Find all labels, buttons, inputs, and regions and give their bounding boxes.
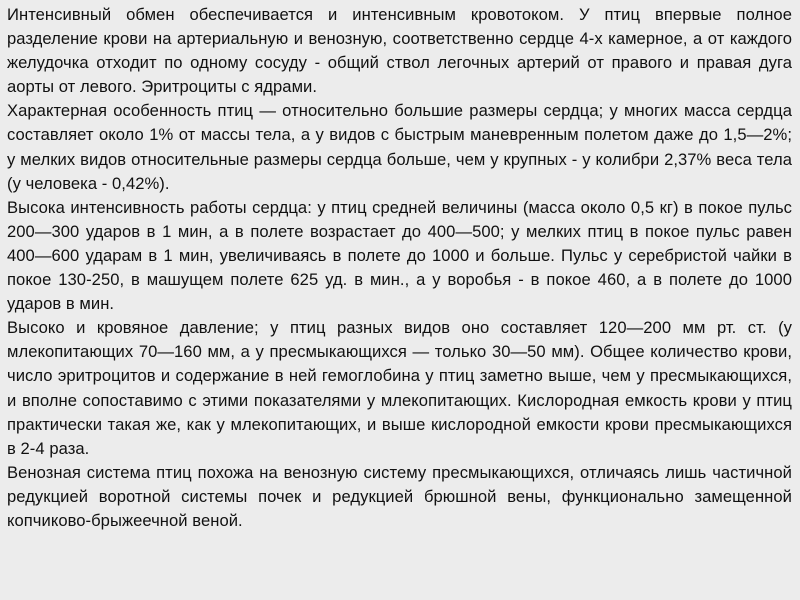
paragraph-blood-pressure: Высоко и кровяное давление; у птиц разных видов оно составляет 120—200 мм рт. ст. (у млекопитающих 70—160 мм, а у пресмыкающихся — только 30—50 мм). Общее количество крови, число эритроцитов и содержание в ней гемоглобина у птиц заметно выше, чем у пресмыкающихся, и вполне сопоставимо с этими показателями у млекопитающих. Кислородная емкость крови у птиц практически такая же, как у млекопитающих, и выше кислородной емкости крови пресмыкающихся в 2-4 раза. [7, 318, 792, 458]
paragraph-heart-rate: Высока интенсивность работы сердца: у птиц средней величины (масса около 0,5 кг) в покое пульс 200—300 ударов в 1 мин, а в полете возрастает до 400—500; у мелких птиц в покое пульс равен 400—600 ударам в 1 мин, увеличиваясь в полете до 1000 и больше. Пульс у серебристой чайки в покое 130-250, в машущем полете 625 уд. в мин., а у воробья - в покое 460, а в полете до 1000 ударов в мин. [7, 197, 792, 314]
paragraph-blood-circulation: Интенсивный обмен обеспечивается и интенсивным кровотоком. У птиц впервые полное разделение крови на артериальную и венозную, соответственно сердце 4-х камерное, а от каждого желудочка отходит по одному сосуду - общий ствол легочных артерий от правого и правая дуга аорты от левого. Эритроциты с ядрами. [7, 5, 792, 97]
paragraph-venous-system: Венозная система птиц похожа на венозную систему пресмыкающихся, отличаясь лишь частичной редукцией воротной системы почек и редукцией брюшной вены, функционально замещенной копчиково-брыжеечной веной. [7, 462, 792, 530]
paragraph-heart-size: Характерная особенность птиц — относительно большие размеры сердца; у многих масса сердца составляет около 1% от массы тела, а у видов с быстрым маневренным полетом даже до 1,5—2%; у мелких видов относительные размеры сердца больше, чем у крупных - у колибри 2,37% веса тела (у человека - 0,42%). [7, 101, 792, 193]
